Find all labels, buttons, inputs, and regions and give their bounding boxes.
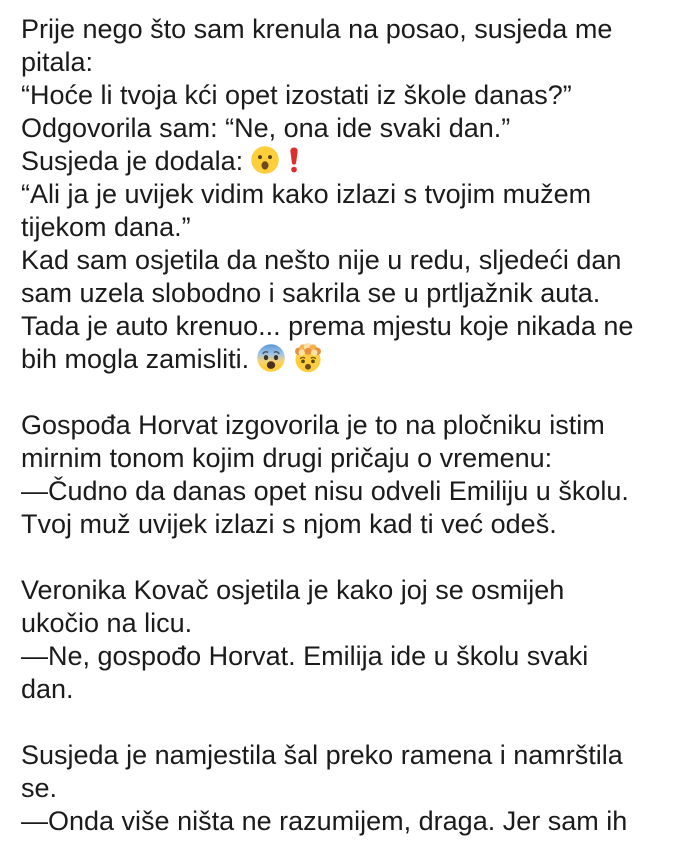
story-paragraph-4 [21, 739, 678, 838]
text-line [21, 343, 678, 376]
text-line: —Ne, gospođo Horvat. Emilija ide u školu svaki [21, 641, 589, 671]
text-line: —Čudno da danas opet nisu odveli Emiliju u školu. [21, 476, 629, 506]
text-line: mirnim tonom kojim drugi pričaju o vremenu: [21, 443, 553, 473]
text-line: se. [21, 773, 58, 803]
text-line: ukočio na licu. [21, 608, 193, 638]
text-line: dan. [21, 674, 74, 704]
text-line: “Ali ja je uvijek vidim kako izlazi s tvojim mužem [21, 179, 592, 209]
text-line: “Hoće li tvoja kći opet izostati iz škole danas?” [21, 80, 572, 110]
story-paragraph-3 [21, 574, 678, 706]
text-line: Tvoj muž uvijek izlazi s njom kad ti već odeš. [21, 509, 557, 539]
story-paragraph-1 [21, 13, 678, 376]
text-line: tijekom dana.” [21, 212, 191, 242]
line-text: bih mogla zamisliti. [21, 344, 250, 374]
fearful-face-emoji [256, 343, 286, 373]
text-line: Susjeda je namjestila šal preko ramena i namrštila [21, 740, 623, 770]
line-text: Susjeda je dodala: [21, 146, 244, 176]
text-line: Tada je auto krenuo... prema mjestu koje nikada ne [21, 311, 634, 341]
face-with-open-mouth-emoji [250, 145, 280, 175]
story-paragraph-2 [21, 409, 678, 541]
text-line: Veronika Kovač osjetila je kako joj se osmijeh [21, 575, 565, 605]
text-line [21, 145, 678, 178]
exploding-head-emoji [293, 343, 323, 373]
text-line: Odgovorila sam: “Ne, ona ide svaki dan.” [21, 113, 511, 143]
text-line: Prije nego što sam krenula na posao, susjeda me [21, 14, 613, 44]
red-exclamation-mark-emoji [287, 145, 301, 175]
text-line: sam uzela slobodno i sakrila se u prtljažnik auta. [21, 278, 601, 308]
text-line: pitala: [21, 47, 94, 77]
text-line: Kad sam osjetila da nešto nije u redu, sljedeći dan [21, 245, 622, 275]
text-line: Gospođa Horvat izgovorila je to na pločniku istim [21, 410, 605, 440]
text-line: —Onda više ništa ne razumijem, draga. Jer sam ih [21, 806, 628, 836]
